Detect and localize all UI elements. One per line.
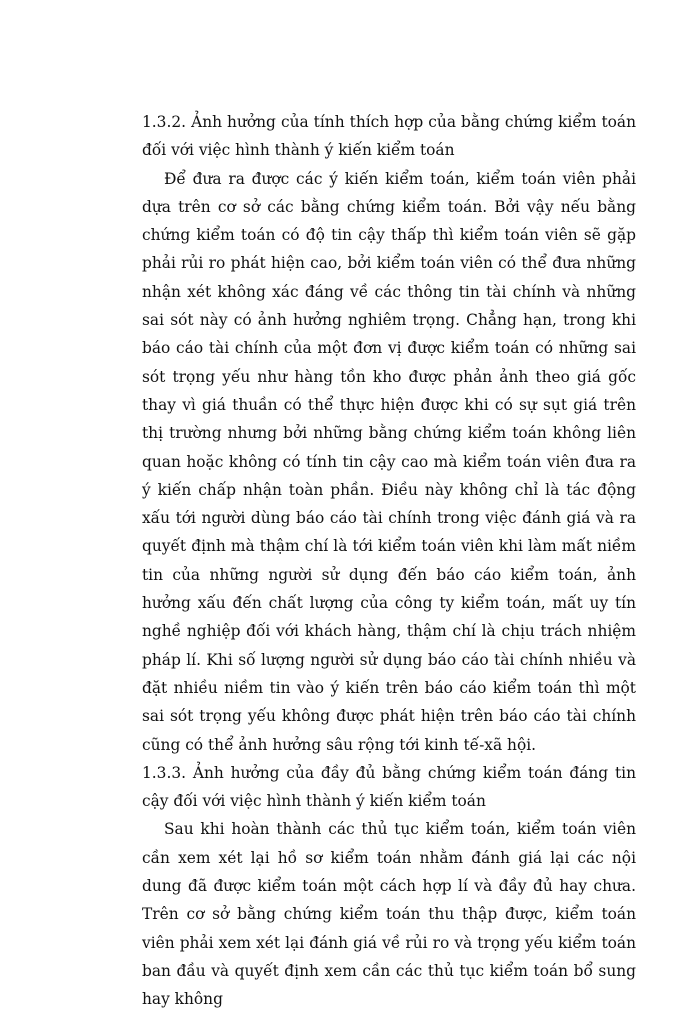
section-heading-1-3-3: 1.3.3. Ảnh hưởng của đầy đủ bằng chứng kiểm toán đáng tin cậy đối với việc hình thành ý kiến kiểm toán <box>142 763 636 811</box>
section-paragraph-1-3-2: Để đưa ra được các ý kiến kiểm toán, kiểm toán viên phải dựa trên cơ sở các bằng chứng kiểm toán. Bởi vậy nếu bằng chứng kiểm toán có độ tin cậy thấp thì kiểm toán viên sẽ gặp phải rủi ro phát hiện cao, bởi kiểm toán viên có thể đưa những nhận xét không xác đáng về các thông tin tài chính và những sai sót này có ảnh hưởng nghiêm trọng. Chẳng hạn, trong khi báo cáo tài chính của một đơn vị được kiểm toán có những sai sót trọng yếu như hàng tồn kho được phản ảnh theo giá gốc thay vì giá thuần có thể thực hiện được khi có sự sụt giá trên thị trường nhưng bởi những bằng chứng kiểm toán không liên quan hoặc không có tính tin cậy cao mà kiểm toán viên đưa ra ý kiến chấp nhận toàn phần. Điều này không chỉ là tác động xấu tới người dùng báo cáo tài chính trong việc đánh giá và ra quyết định mà thậm chí là tới kiểm toán viên khi làm mất niềm tin của những người sử dụng đến báo cáo kiểm toán, ảnh hưởng xấu đến chất lượng của công ty kiểm toán, mất uy tín nghề nghiệp đối với khách hàng, thậm chí là chịu trách nhiệm pháp lí. Khi số lượng người sử dụng báo cáo tài chính nhiều và đặt nhiều niềm tin vào ý kiến trên báo cáo kiểm toán thì một sai sót trọng yếu không được phát hiện trên báo cáo tài chính cũng có thể ảnh hưởng sâu rộng tới kinh tế-xã hội. <box>142 169 636 754</box>
document-body <box>142 108 636 1014</box>
section-paragraph-1-3-3: Sau khi hoàn thành các thủ tục kiểm toán, kiểm toán viên cần xem xét lại hồ sơ kiểm toán nhằm đánh giá lại các nội dung đã được kiểm toán một cách hợp lí và đầy đủ hay chưa. Trên cơ sở bằng chứng kiểm toán thu thập được, kiểm toán viên phải xem xét lại đánh giá về rủi ro và trọng yếu kiểm toán ban đầu và quyết định xem cần các thủ tục kiểm toán bổ sung hay không <box>142 820 636 1009</box>
section-heading-1-3-2: 1.3.2. Ảnh hưởng của tính thích hợp của bằng chứng kiểm toán đối với việc hình thành ý kiến kiểm toán <box>142 113 636 160</box>
